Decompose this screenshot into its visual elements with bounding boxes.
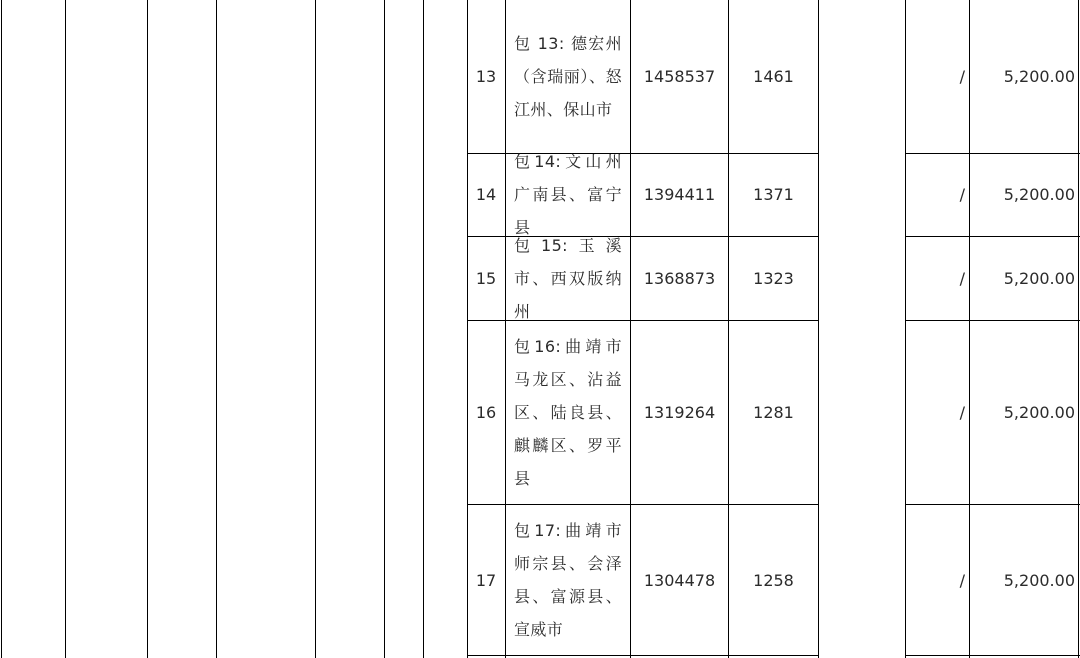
unit-price: 5,200.00: [1003, 403, 1075, 422]
budget-mark: /: [959, 67, 965, 86]
table-row: [467, 0, 818, 154]
population-value: 1458537: [643, 67, 716, 86]
unit-price: 5,200.00: [1003, 570, 1075, 590]
quantity-value: 1281: [753, 403, 794, 422]
package-number: 14: [475, 185, 497, 204]
population-value: 1304478: [643, 570, 716, 590]
column-border: [65, 0, 66, 658]
package-number: 17: [475, 570, 497, 590]
table-row-right: [905, 153, 1080, 237]
table-row-right: [905, 321, 1080, 505]
package-name: 包14:文山州广南县、富宁县: [514, 152, 622, 237]
table-row: [467, 153, 818, 237]
population-value: 1368873: [643, 269, 716, 288]
package-name: 包 13: 德宏州（含瑞丽）、怒江州、保山市: [514, 34, 622, 119]
unit-price: 5,200.00: [1003, 269, 1075, 288]
population-value: 1319264: [643, 403, 716, 422]
unit-price: 5,200.00: [1003, 67, 1075, 86]
column-border: [423, 0, 424, 658]
package-name: 包17:曲靖市师宗县、会泽县、富源县、宣威市: [514, 521, 622, 639]
table-row: [467, 321, 818, 505]
package-number: 15: [475, 269, 497, 288]
quantity-value: 1323: [753, 269, 794, 288]
unit-price: 5,200.00: [1003, 185, 1075, 204]
package-number: 13: [475, 67, 497, 86]
quantity-value: 1258: [753, 570, 794, 590]
table-row-right: [905, 505, 1080, 656]
column-border: [1, 0, 2, 658]
quantity-value: 1461: [753, 67, 794, 86]
budget-mark: /: [959, 185, 965, 204]
budget-mark: /: [959, 269, 965, 288]
column-border: [315, 0, 316, 658]
quantity-value: 1371: [753, 185, 794, 204]
budget-mark: /: [959, 570, 965, 590]
package-number: 16: [475, 403, 497, 422]
column-border: [384, 0, 385, 658]
table-row: [467, 237, 818, 321]
table-row-right: [905, 0, 1080, 154]
table-row: [467, 505, 818, 656]
column-border: [147, 0, 148, 658]
budget-mark: /: [959, 403, 965, 422]
population-value: 1394411: [643, 185, 716, 204]
table-row-right: [905, 237, 1080, 321]
package-name: 包16:曲靖市马龙区、沾益区、陆良县、麒麟区、罗平县: [514, 337, 622, 488]
column-border: [818, 0, 819, 658]
package-name: 包15:玉溪市、西双版纳州: [514, 236, 622, 321]
column-border: [216, 0, 217, 658]
